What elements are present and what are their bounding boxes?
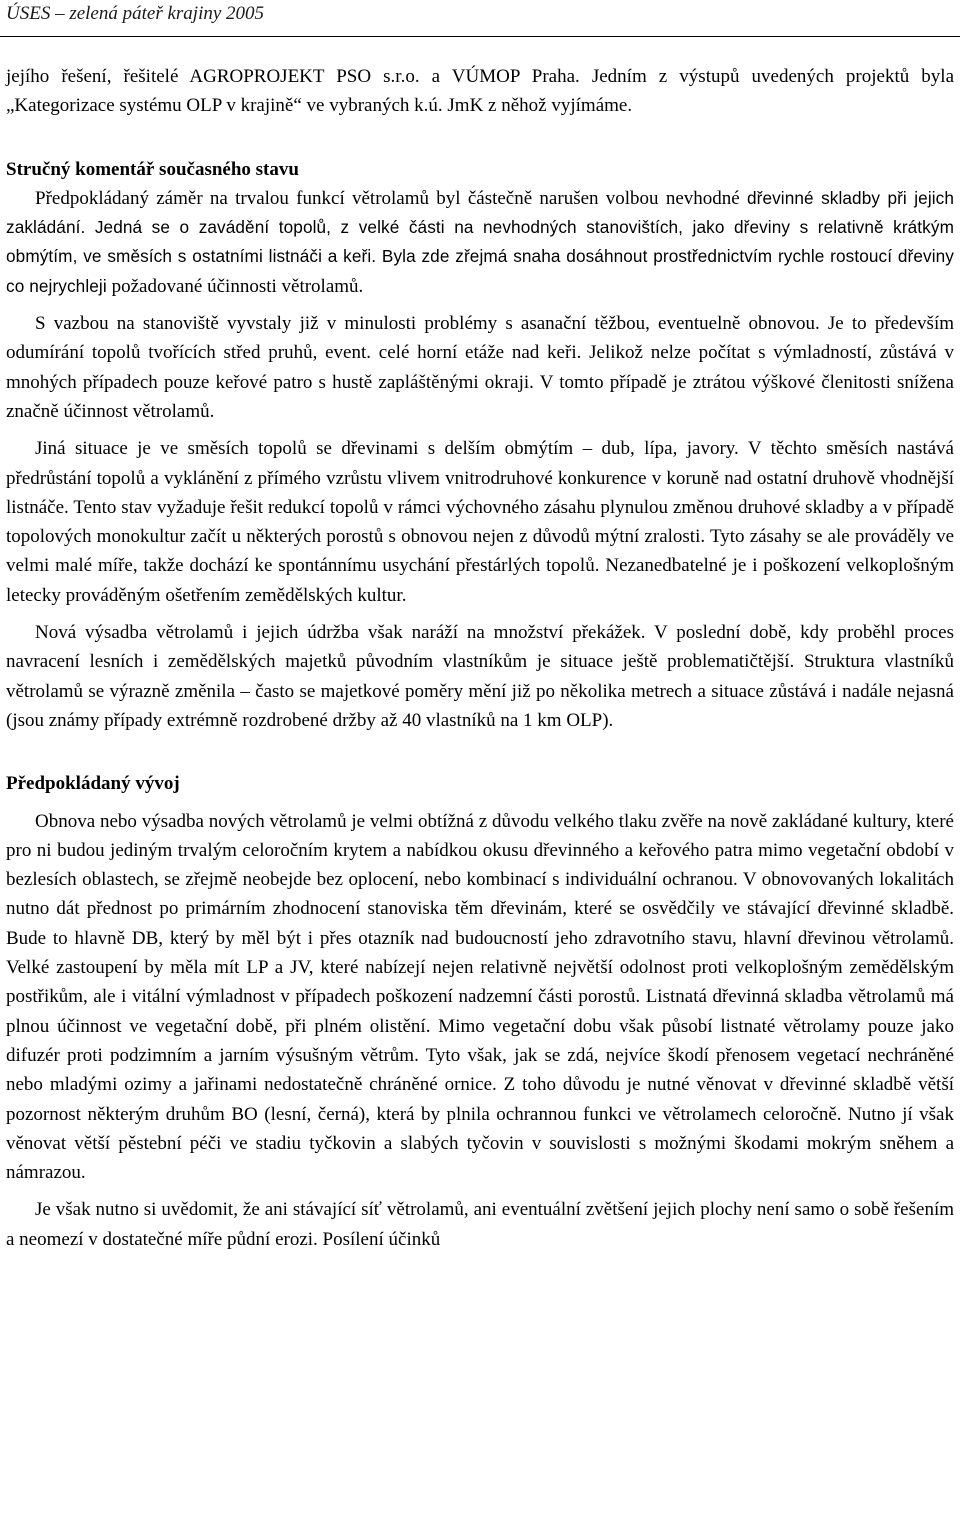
- document-body: [6, 62, 954, 1254]
- paragraph-expected-development-1: Obnova nebo výsadba nových větrolamů je velmi obtížná z důvodu velkého tlaku zvěře na nově zakládané kultury, které pro ni budou jediným trvalým celoročním krytem a nabídkou okusu dřevinného a keřového patra mimo vegetační období v bezlesích oblastech, se zřejmě neobejde bez oplocení, nebo kombinací s individuální ochranou. V obnovovaných lokalitách nutno dát přednost po primárním zhodnocení stanoviska těm dřevinám, které se osvědčily ve stávající dřevinné skladbě. Bude to hlavně DB, který by měl být i přes otazník nad budoucností jeho zdravotního stavu, hlavní dřevinou větrolamů. Velké zastoupení by měla mít LP a JV, které nabízejí nejen relativně největší odolnost proti velkoplošným zemědělským postřikům, ale i vitální výmladnost v případech poškození nadzemní části porostů. Listnatá dřevinná skladba větrolamů má plnou účinnost ve vegetační době, při plném olistění. Mimo vegetační dobu však působí listnaté větrolamy pouze jako difuzér proti podzimním a jarním výsušným větrům. Tyto však, jak se zdá, nejvíce škodí přenosem vegetací nechráněné nebo mladými ozimy a jařinami nedostatečně chráněné ornice. Z toho důvodu je nutné věnovat v dřevinné skladbě větší pozornost některým druhům BO (lesní, černá), která by plnila ochrannou funkci ve větrolamech celoročně. Nutno jí však věnovat větší pěstební péči ve stadiu tyčkovin a slabých tyčovin v souvislosti s možnými škodami mokrým sněhem a námrazou.: [6, 810, 954, 1184]
- running-header: ÚSES – zelená páteř krajiny 2005: [6, 3, 265, 24]
- paragraph-current-state-3: Jiná situace je ve směsích topolů se dřevinami s delším obmýtím – dub, lípa, javory. V těchto směsích nastává předrůstání topolů a vyklánění z přímého vzrůstu vlivem vnitrodruhové konkurence v koruně nad ostatní druhově vhodnější listnáče. Tento stav vyžaduje řešit redukcí topolů v rámci výchovného zásahu plynulou změnou druhové skladby a v případě topolových monokultur začít u některých porostů s obnovou nejen z důvodů mýtní zralosti. Tyto zásahy se ale prováděly ve velmi malé míře, takže dochází ke spontánnímu usychání přestárlých topolů. Nezanedbatelné je i poškození velkoplošným letecky prováděným ošetřením zemědělských kultur.: [6, 438, 954, 606]
- paragraph-segment: požadované účinnosti větrolamů.: [111, 275, 364, 297]
- section-heading-current-state: Stručný komentář současného stavu: [6, 158, 299, 180]
- intro-paragraph: jejího řešení, řešitelé AGROPROJEKT PSO s.r.o. a VÚMOP Praha. Jedním z výstupů uvedených projektů byla „Kategorizace systému OLP v krajině“ ve vybraných k.ú. JmK z něhož vyjímáme.: [6, 66, 954, 117]
- paragraph-expected-development-2: Je však nutno si uvědomit, že ani stávající síť větrolamů, ani eventuální zvětšení jejich plochy není samo o sobě řešením a neomezí v dostatečné míře půdní erozi. Posílení účinků: [6, 1199, 954, 1250]
- paragraph-segment-sans: dřevinné skladby při jejich zakládání. Jedná se o zavádění topolů, z velké části na nevhodných stanovištích, jako dřeviny s relativně krátkým obmýtím, ve směsích s ostatními listnáči a keři. Byla zde zřejmá snaha dosáhnout prostřednictvím rychle rostoucí dřeviny co nejrychleji: [6, 187, 955, 296]
- header-divider: [0, 36, 960, 37]
- paragraph-current-state-4: Nová výsadba větrolamů i jejich údržba však naráží na množství překážek. V poslední době, kdy proběhl proces navracení lesních i zemědělských majetků původním vlastníkům je situace ještě problematičtější. Struktura vlastníků větrolamů se výrazně změnila – často se majetkové poměry mění již po několika metrech a situace zůstává i nadále nejasná (jsou známy případy extrémně rozdrobené držby až 40 vlastníků na 1 km OLP).: [6, 622, 954, 731]
- paragraph-segment: Předpokládaný záměr na trvalou funkcí větrolamů byl částečně narušen volbou nevhodné: [35, 187, 747, 209]
- section-heading-expected-development: Předpokládaný vývoj: [6, 773, 180, 795]
- paragraph-current-state-2: S vazbou na stanoviště vyvstaly již v minulosti problémy s asanační těžbou, eventuelně obnovou. Je to především odumírání topolů tvořících střed pruhů, event. celé horní etáže nad keři. Jelikož nelze počítat s výmladností, zůstává v mnohých případech pouze keřové patro s hustě zapláštěnými okraji. V tomto případě je ztrátou výškové členitosti snížena značně účinnost větrolamů.: [6, 313, 954, 422]
- paragraph-current-state-1: [6, 184, 954, 301]
